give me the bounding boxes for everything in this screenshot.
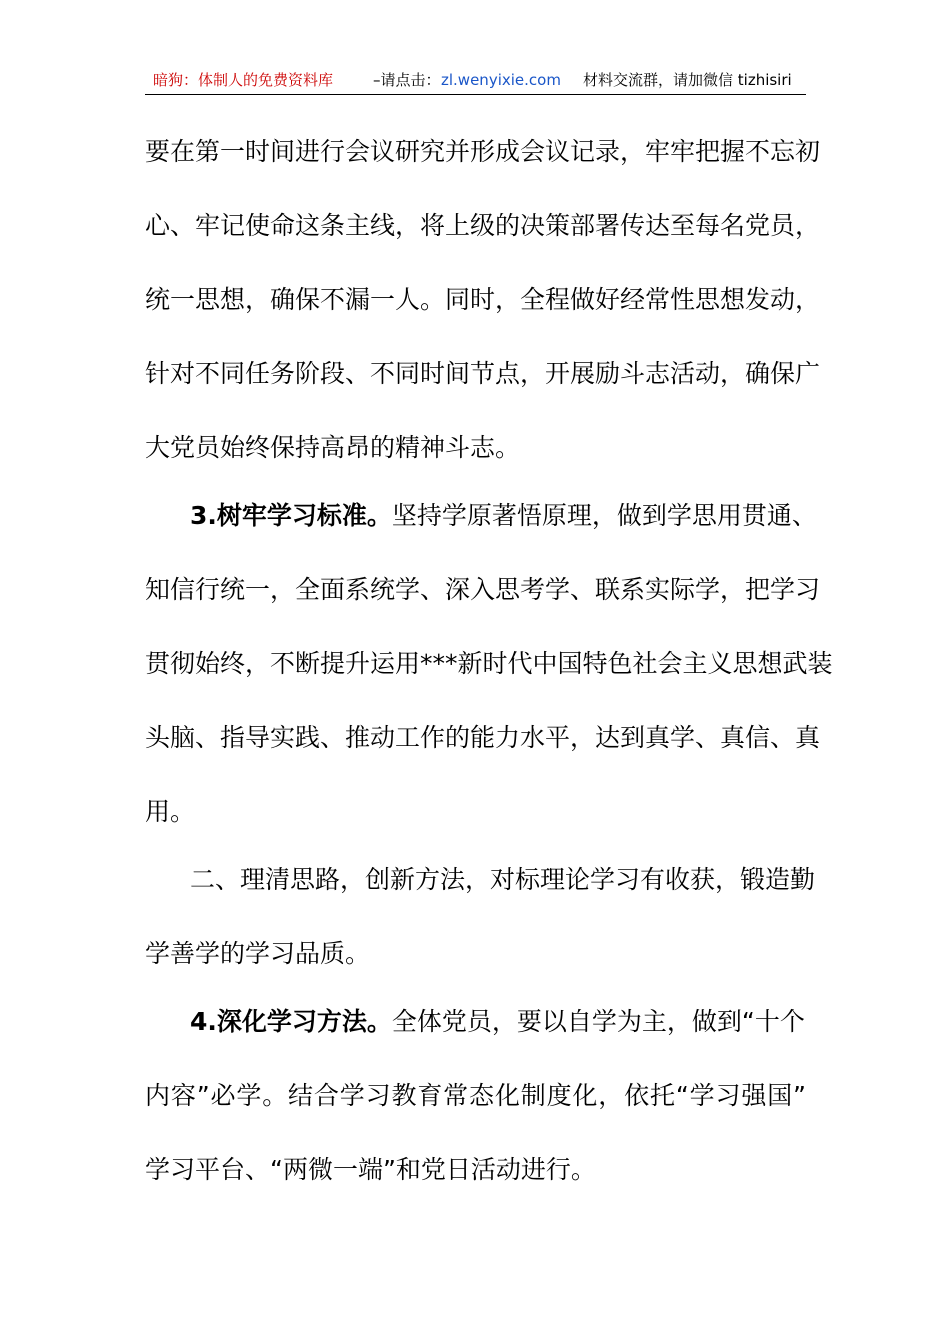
- item4-heading: 4.深化学习方法。: [190, 1007, 392, 1036]
- paragraph-line: 贯彻始终，不断提升运用***新时代中国特色社会主义思想武装: [145, 649, 833, 678]
- paragraph-line: 要在第一时间进行会议研究并形成会议记录，牢牢把握不忘初: [145, 137, 821, 166]
- item4-first-text: 全体党员，要以自学为主，做到“十个: [391, 1007, 805, 1036]
- item3-heading: 3.树牢学习标准。: [190, 501, 392, 530]
- paragraph-line: 头脑、指导实践、推动工作的能力水平，达到真学、真信、真: [145, 723, 821, 752]
- section2-heading: 二、理清思路，创新方法，对标理论学习有收获，锻造勤: [190, 865, 816, 894]
- header-prompt: –请点击：: [373, 71, 441, 89]
- header-link[interactable]: zl.wenyixie.com: [441, 71, 561, 89]
- paragraph-line: 大党员始终保持高昂的精神斗志。: [145, 433, 521, 462]
- item4-first-line: [190, 1006, 806, 1038]
- paragraph-line: 针对不同任务阶段、不同时间节点，开展励斗志活动，确保广: [145, 359, 821, 388]
- paragraph-line: 知信行统一，全面系统学、深入思考学、联系实际学，把学习: [145, 575, 821, 604]
- paragraph-line: 学习平台、“两微一端”和党日活动进行。: [145, 1155, 596, 1184]
- paragraph-line: 用。: [145, 797, 196, 826]
- item3-first-text: 坚持学原著悟原理，做到学思用贯通、: [391, 501, 817, 530]
- paragraph-line: 统一思想，确保不漏一人。同时，全程做好经常性思想发动，: [145, 285, 821, 314]
- header-brand: 暗狗：体制人的免费资料库: [153, 71, 334, 89]
- paragraph-line: 学善学的学习品质。: [145, 939, 371, 968]
- paragraph-line: 心、牢记使命这条主线，将上级的决策部署传达至每名党员，: [145, 211, 821, 240]
- item3-first-line: [190, 500, 817, 532]
- page-header: [145, 60, 806, 95]
- header-group-note: 材料交流群，请加微信 tizhisiri: [583, 71, 792, 89]
- paragraph-line: 内容”必学。结合学习教育常态化制度化，依托“学习强国”: [145, 1081, 806, 1110]
